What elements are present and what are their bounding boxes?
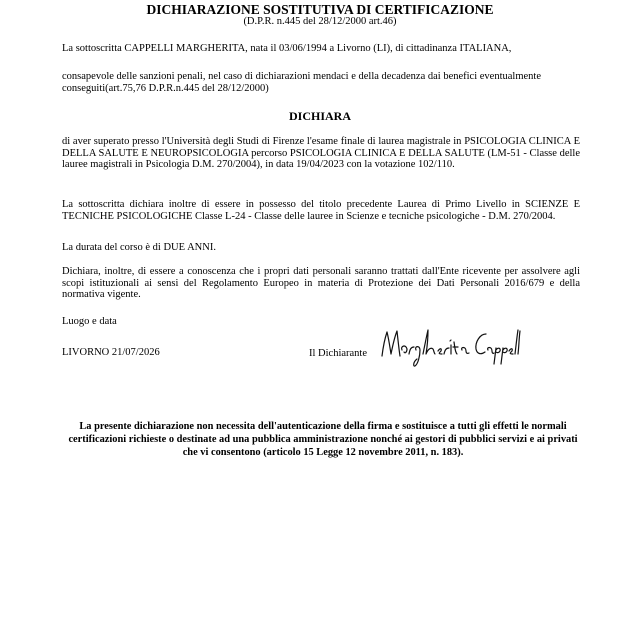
intro-paragraph: La sottoscritta CAPPELLI MARGHERITA, nata il 03/06/1994 a Livorno (LI), di cittadinanza ITALIANA, xyxy=(62,43,512,54)
place-date-value: LIVORNO 21/07/2026 xyxy=(62,347,160,358)
privacy-paragraph: Dichiara, inoltre, di essere a conoscenza che i propri dati personali saranno trattati dall'Ente ricevente per assolvere agli scopi istituzionali ai sensi del Regolamento Europeo in materia di Protezione dei Dati Personali 2016/679 e della normativa vigente. xyxy=(62,266,580,301)
declarant-label: Il Dichiarante xyxy=(309,348,368,359)
handwritten-signature xyxy=(376,322,521,370)
document-subtitle: (D.P.R. n.445 del 28/12/2000 art.46) xyxy=(243,16,397,27)
dichiara-heading: DICHIARA xyxy=(288,109,351,123)
previous-title-paragraph: La sottoscritta dichiara inoltre di essere in possesso del titolo precedente Laurea di Primo Livello in SCIENZE E TECNICHE PSICOLOGICHE Classe L-24 - Classe delle lauree in Scienze e tecniche psicologiche - D.M. 270/2004. xyxy=(62,199,580,222)
awareness-paragraph: consapevole delle sanzioni penali, nel caso di dichiarazioni mendaci e della decadenza dai benefici eventualmente conseguiti(art.75,76 D.P.R.n.445 del 28/12/2000) xyxy=(62,71,541,94)
degree-paragraph: di aver superato presso l'Università degli Studi di Firenze l'esame finale di laurea magistrale in PSICOLOGIA CLINICA E DELLA SALUTE E NEUROPSICOLOGIA percorso PSICOLOGIA CLINICA E DELLA SALUTE (LM-51 - Classe delle lauree magistrali in Psicologia D.M. 270/2004), in data 19/04/2023 con la votazione 102/110. xyxy=(62,136,580,171)
legal-footer-note: La presente dichiarazione non necessita dell'autenticazione della firma e sostituisce a tutti gli effetti le normali certificazioni richieste o destinate ad una pubblica amministrazione nonché ai gestori di pubblici servizi e ai privati che vi consentono (articolo 15 Legge 12 novembre 2011, n. 183). xyxy=(68,421,578,459)
document-title: DICHIARAZIONE SOSTITUTIVA DI CERTIFICAZIONE xyxy=(146,2,494,17)
place-date-label: Luogo e data xyxy=(62,316,117,327)
duration-paragraph: La durata del corso è di DUE ANNI. xyxy=(62,242,216,253)
